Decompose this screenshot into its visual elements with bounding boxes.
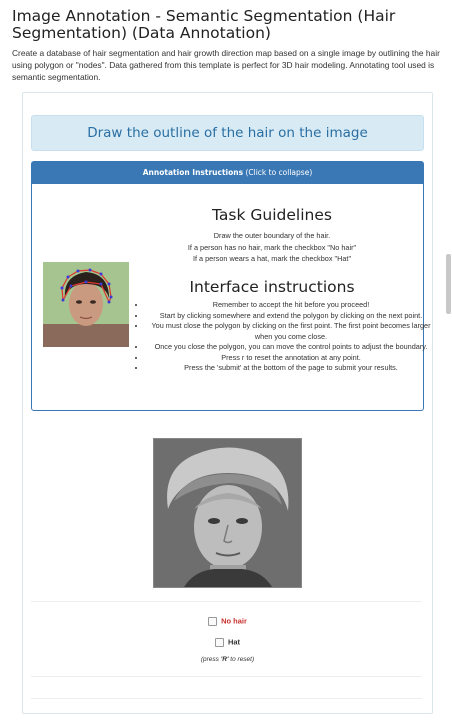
guideline-item: Draw the outer boundary of the hair. <box>213 231 331 240</box>
reset-hint-prefix: (press <box>200 656 221 663</box>
guideline-item: If a person has no hair, mark the checkbox "No hair" <box>187 242 357 252</box>
interface-item: • You must close the polygon by clicking on the first point. The first point becomes larger when you come close. <box>146 321 436 342</box>
instructions-panel <box>31 161 431 411</box>
divider <box>31 601 422 602</box>
page-title: Image Annotation - Semantic Segmentation (Hair Segmentation) (Data Annotation) <box>12 7 396 42</box>
guidelines-title: Task Guidelines <box>212 206 332 224</box>
hat-checkbox[interactable] <box>215 638 224 647</box>
guideline-item: If a person wears a hat, mark the checkbox "Hat" <box>192 254 352 263</box>
interface-list <box>132 300 436 374</box>
instructions-bar-hint: (Click to collapse) <box>243 168 313 177</box>
hat-label[interactable]: Hat <box>227 637 241 647</box>
annotation-canvas-image[interactable] <box>153 438 302 588</box>
no-hair-option <box>23 616 432 626</box>
instructions-toggle-bar[interactable] <box>32 162 423 184</box>
interface-item: • Start by clicking somewhere and extend the polygon by clicking on the next point. <box>146 311 436 322</box>
reset-hint-suffix: to reset) <box>228 656 255 663</box>
interface-title: Interface instructions <box>189 278 355 296</box>
interface-item: • Press the 'submit' at the bottom of the page to submit your results. <box>146 363 436 374</box>
interface-item: • Once you close the polygon, you can move the control points to adjust the boundary. <box>146 342 436 353</box>
no-hair-checkbox[interactable] <box>208 617 217 626</box>
hat-option <box>23 637 432 647</box>
task-panel <box>22 92 433 714</box>
task-header: Draw the outline of the hair on the image <box>31 115 424 151</box>
divider <box>31 676 422 677</box>
guidelines-list <box>122 230 422 265</box>
reset-hint-key: 'R' <box>220 656 229 663</box>
no-hair-label[interactable]: No hair <box>221 616 247 626</box>
divider <box>31 698 422 699</box>
scrollbar-thumb[interactable] <box>446 254 451 314</box>
interface-item: • Remember to accept the hit before you proceed! <box>146 300 436 311</box>
page-description: Create a database of hair segmentation and hair growth direction map based on a single image by outlining the hair using polygon or "nodes". Data gathered from this template is perfect for 3D hair modeling. Annotating tool used is semantic segmentation. <box>12 48 440 82</box>
reset-hint <box>23 656 432 663</box>
instructions-bar-title: Annotation Instructions <box>142 168 244 177</box>
interface-item: • Press r to reset the annotation at any point. <box>146 353 436 364</box>
example-annotation-image <box>43 262 129 347</box>
